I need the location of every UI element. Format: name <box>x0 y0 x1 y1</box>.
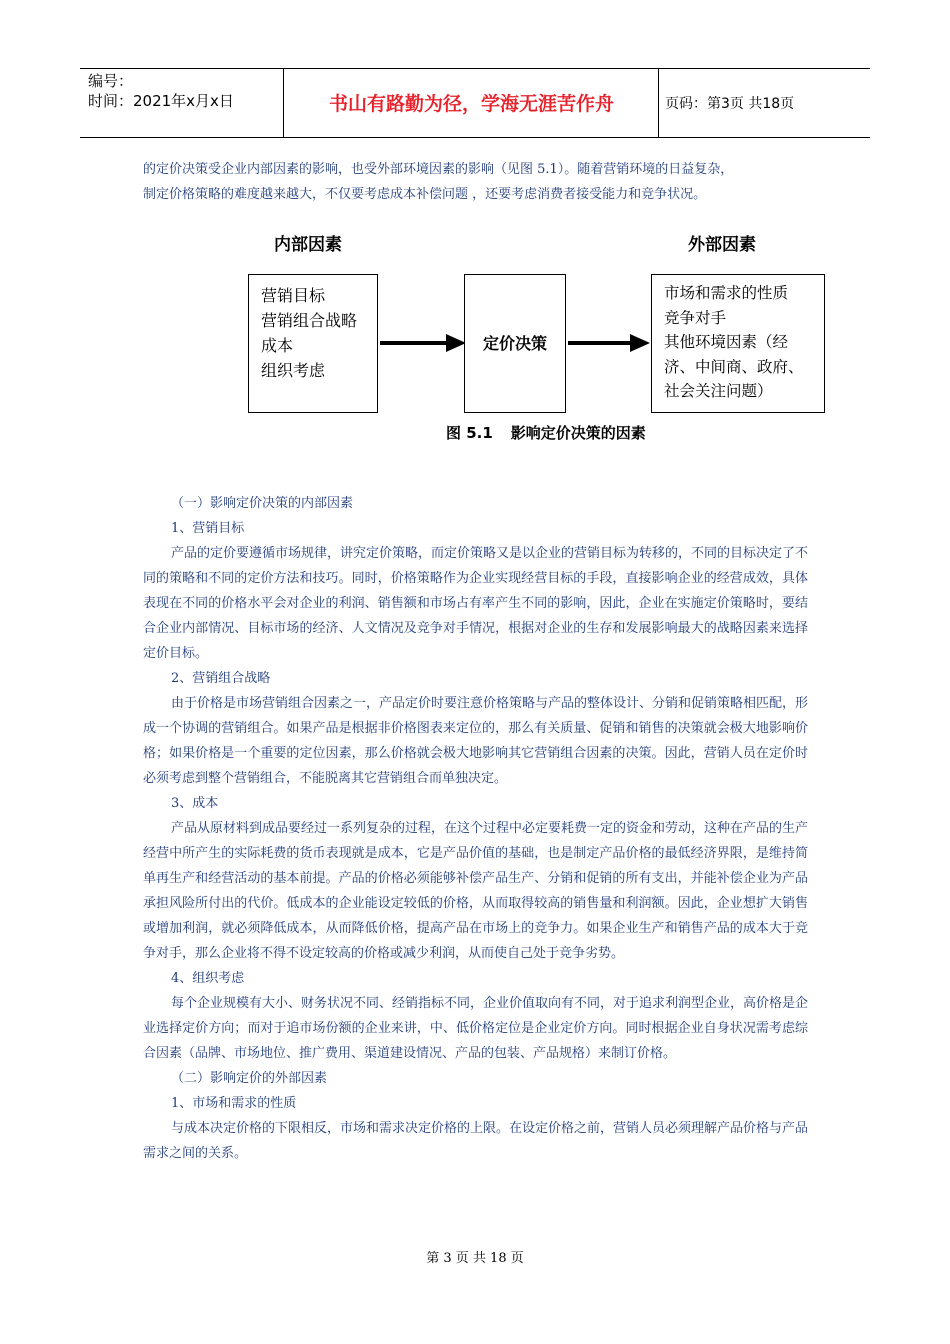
figure-left-heading: 内部因素 <box>274 235 342 255</box>
internal-factor-item: 组织考虑 <box>261 361 326 380</box>
header-motto: 书山有路勤为径，学海无涯苦作舟 <box>328 93 614 115</box>
external-factor-item: 竞争对手 <box>664 308 727 327</box>
internal-factor-item: 成本 <box>261 336 294 355</box>
main-text <box>143 491 808 1166</box>
external-factor-item: 市场和需求的性质 <box>664 284 789 302</box>
intro-line-1: 的定价决策受企业内部因素的影响，也受外部环境因素的影响（见图 5.1）。随着营销环境的日益复杂， <box>143 162 734 177</box>
paragraph: 产品的定价要遵循市场规律，讲究定价策略，而定价策略又是以企业的营销目标为转移的，不同的目标决定了不同的策略和不同的定价方法和技巧。同时，价格策略作为企业实现经营目标的手段，直接影响企业的经营成效，具体表现在不同的价格水平会对企业的利润、销售额和市场占有率产生不同的影响，因此，企业在实施定价策略时，要结合企业内部情况、目标市场的经济、人文情况及竞争对手情况，根据对企业的生存和发展影响最大的战略因素来选择定价目标。 <box>143 546 809 661</box>
paragraph: 产品从原材料到成品要经过一系列复杂的过程，在这个过程中必定要耗费一定的资金和劳动，这种在产品的生产经营中所产生的实际耗费的货币表现就是成本，它是产品价值的基础，也是制定产品价格的最低经济界限，是维持简单再生产和经营活动的基本前提。产品的价格必须能够补偿产品生产、分销和促销的所有支出，并能补偿企业为产品承担风险所付出的代价。低成本的企业能设定较低的价格，从而取得较高的销售量和利润额。因此，企业想扩大销售或增加利润，就必须降低成本，从而降低价格，提高产品在市场上的竞争力。如果企业生产和销售产品的成本大于竞争对手，那么企业将不得不设定较高的价格或减少利润，从而使自己处于竞争劣势。 <box>143 821 809 961</box>
external-factors-box <box>651 274 825 413</box>
intro-line-2: 制定价格策略的难度越来越大，不仅要考虑成本补偿问题 ，还要考虑消费者接受能力和竞争状况。 <box>143 187 707 202</box>
figure-caption-number: 图 5.1 <box>446 424 493 442</box>
subsection-heading: 1、市场和需求的性质 <box>171 1096 297 1111</box>
internal-factor-item: 营销目标 <box>261 286 326 305</box>
paragraph: 与成本决定价格的下限相反，市场和需求决定价格的上限。在设定价格之前，营销人员必须理解产品价格与产品需求之间的关系。 <box>143 1121 809 1161</box>
internal-factor-item: 营销组合战略 <box>261 311 358 330</box>
arrow-icon <box>378 330 468 356</box>
subsection-heading: 4、组织考虑 <box>171 971 245 986</box>
external-factor-item: 社会关注问题） <box>664 382 773 400</box>
section-heading: （一）影响定价决策的内部因素 <box>171 496 354 511</box>
figure-right-heading: 外部因素 <box>688 235 756 255</box>
figure-caption <box>446 422 664 443</box>
external-factor-item: 其他环境因素（经 <box>664 333 789 351</box>
intro-paragraph <box>143 157 808 207</box>
header-divider-2 <box>658 69 659 137</box>
page-header <box>80 68 870 138</box>
subsection-heading: 2、营销组合战略 <box>171 671 271 686</box>
paragraph: 由于价格是市场营销组合因素之一，产品定价时要注意价格策略与产品的整体设计、分销和促销策略相匹配，形成一个协调的营销组合。如果产品是根据非价格图表来定位的，那么有关质量、促销和销售的决策就会极大地影响价格；如果价格是一个重要的定位因素，那么价格就会极大地影响其它营销组合因素的决策。因此，营销人员在定价时必须考虑到整个营销组合，不能脱离其它营销组合而单独决定。 <box>143 696 809 786</box>
pricing-decision-label: 定价决策 <box>482 334 547 353</box>
page-footer: 第 3 页 共 18 页 <box>426 1251 524 1266</box>
figure-pricing-factors <box>248 226 828 446</box>
paragraph: 每个企业规模有大小、财务状况不同、经销指标不同，企业价值取向有不同，对于追求利润型企业，高价格是企业选择定价方向；而对于追市场份额的企业来讲，中、低价格定位是企业定价方向。同时根据企业自身状况需考虑综合因素（品牌、市场地位、推广费用、渠道建设情况、产品的包装、产品规格）来制订价格。 <box>143 996 809 1061</box>
figure-caption-text: 影响定价决策的因素 <box>510 424 646 442</box>
header-meta <box>88 71 234 111</box>
time-label: 时间：2021年x月x日 <box>88 92 234 110</box>
subsection-heading: 3、成本 <box>171 796 219 811</box>
pricing-decision-box <box>464 274 566 413</box>
section-heading: （二）影响定价的外部因素 <box>171 1071 328 1086</box>
number-label: 编号： <box>88 72 134 90</box>
internal-factors-box <box>248 274 378 413</box>
arrow-icon <box>566 330 656 356</box>
subsection-heading: 1、营销目标 <box>171 521 245 536</box>
external-factor-item: 济、中间商、政府、 <box>664 357 804 376</box>
header-page-info: 页码：第3页 共18页 <box>665 96 795 112</box>
